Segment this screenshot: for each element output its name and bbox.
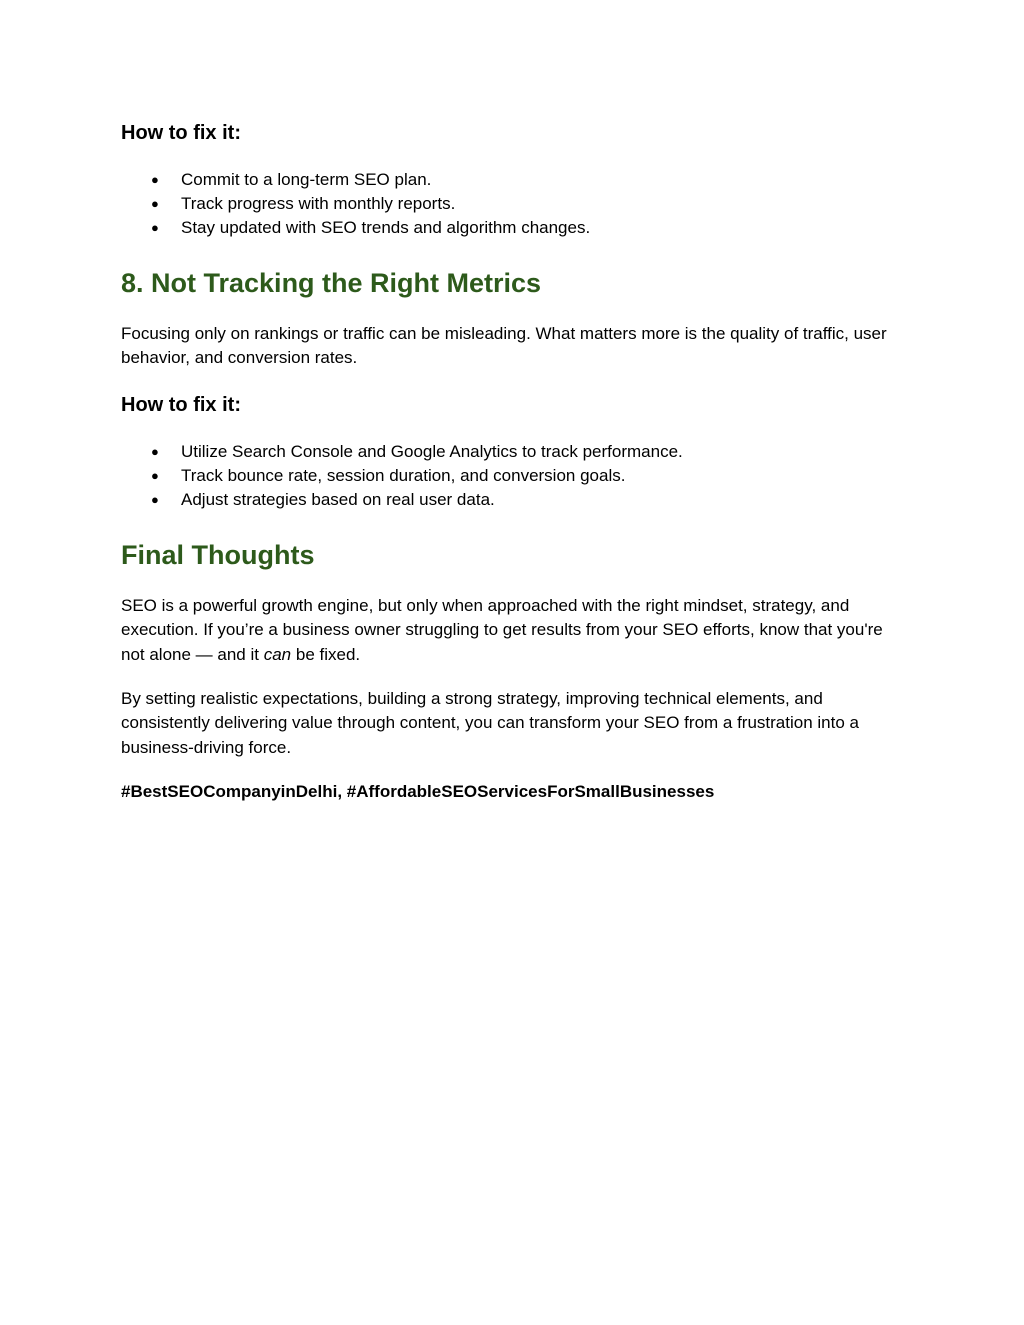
list-item: ● Stay updated with SEO trends and algorithm changes. xyxy=(121,216,901,240)
bullet-icon: ● xyxy=(151,492,159,507)
list-item: ● Commit to a long-term SEO plan. xyxy=(121,168,901,192)
list-item: ● Adjust strategies based on real user data. xyxy=(121,488,901,512)
fix-list-1 xyxy=(121,168,901,240)
how-to-fix-heading-2: How to fix it: xyxy=(121,394,241,416)
section-8-heading: 8. Not Tracking the Right Metrics xyxy=(121,268,542,298)
emphasis-can: can xyxy=(263,644,292,664)
section-8-paragraph: Focusing only on rankings or traffic can be misleading. What matters more is the quality of traffic, user behavior, and conversion rates. xyxy=(121,324,887,368)
bullet-icon: ● xyxy=(151,196,159,211)
fix-list-2 xyxy=(121,440,901,512)
bullet-icon: ● xyxy=(151,172,159,187)
final-thoughts-heading: Final Thoughts xyxy=(121,540,315,570)
final-paragraph-2: By setting realistic expectations, building a strong strategy, improving technical elements, and consistently delivering value through content, you can transform your SEO from a frustration into a business-driving force. xyxy=(121,689,859,757)
bullet-icon: ● xyxy=(151,468,159,483)
bullet-icon: ● xyxy=(151,220,159,235)
list-item: ● Track bounce rate, session duration, and conversion goals. xyxy=(121,464,901,488)
list-item: ● Track progress with monthly reports. xyxy=(121,192,901,216)
list-item: ● Utilize Search Console and Google Analytics to track performance. xyxy=(121,440,901,464)
bullet-icon: ● xyxy=(151,444,159,459)
hashtags: #BestSEOCompanyinDelhi, #AffordableSEOServicesForSmallBusinesses xyxy=(121,782,715,801)
how-to-fix-heading-1: How to fix it: xyxy=(121,122,241,144)
final-paragraph-1: SEO is a powerful growth engine, but only when approached with the right mindset, strategy, and execution. If you’re a business owner struggling to get results from your SEO efforts, know that you're not alone — and it can be fixed. xyxy=(121,596,883,664)
